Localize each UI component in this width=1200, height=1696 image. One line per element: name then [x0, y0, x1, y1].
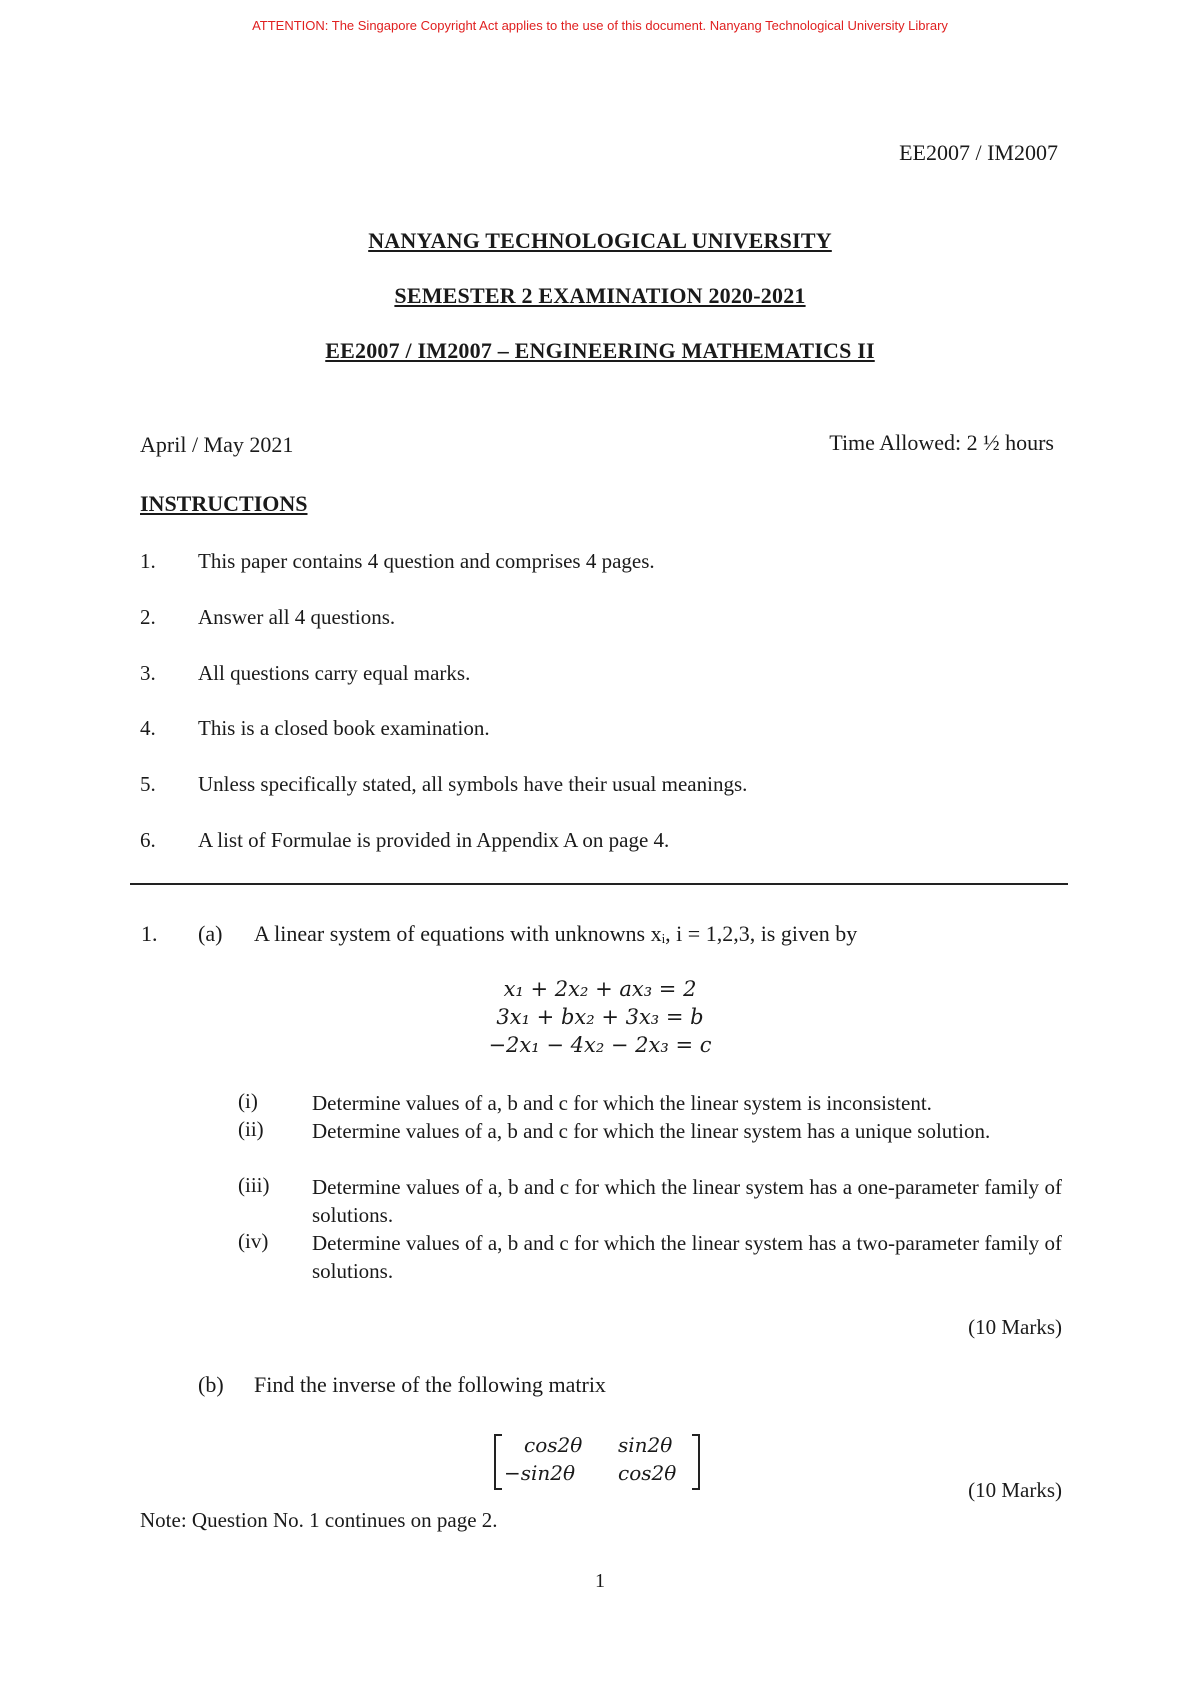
part-a-marks: (10 Marks)	[968, 1315, 1062, 1339]
instruction-item	[140, 772, 747, 797]
instruction-item	[140, 716, 490, 741]
subpart-label: (ii)	[238, 1117, 264, 1141]
instruction-item	[140, 828, 669, 853]
instruction-number: 6.	[140, 828, 156, 852]
instruction-number: 3.	[140, 661, 156, 685]
part-b-text: Find the inverse of the following matrix	[254, 1372, 606, 1397]
instructions-title: INSTRUCTIONS	[140, 491, 308, 516]
exam-title: SEMESTER 2 EXAMINATION 2020-2021	[394, 283, 806, 308]
matrix-cell: −sin2θ	[504, 1461, 576, 1485]
part-b-marks: (10 Marks)	[968, 1478, 1062, 1502]
instruction-item	[140, 661, 470, 686]
matrix-cell: cos2θ	[524, 1433, 583, 1457]
exam-date: April / May 2021	[140, 432, 294, 457]
matrix-right-bracket	[692, 1434, 700, 1490]
subpart-text: Determine values of a, b and c for which the linear system has a one-parameter family of solutions.	[312, 1175, 1062, 1227]
course-title: EE2007 / IM2007 – ENGINEERING MATHEMATICS II	[325, 338, 875, 363]
part-a-text: A linear system of equations with unknowns xᵢ, i = 1,2,3, is given by	[254, 921, 858, 946]
subpart-label: (iii)	[238, 1173, 270, 1197]
instruction-text: Answer all 4 questions.	[198, 605, 396, 629]
university-title: NANYANG TECHNOLOGICAL UNIVERSITY	[368, 228, 832, 253]
equation-1: x₁ + 2x₂ + ax₃ = 2	[503, 977, 697, 1001]
equation-3: −2x₁ − 4x₂ − 2x₃ = c	[488, 1033, 712, 1057]
question-number: 1.	[141, 921, 158, 946]
instruction-text: A list of Formulae is provided in Appendix A on page 4.	[198, 828, 670, 852]
page-number: 1	[595, 1570, 605, 1592]
subpart-text: Determine values of a, b and c for which the linear system is inconsistent.	[312, 1091, 932, 1115]
instruction-number: 4.	[140, 716, 156, 740]
subpart-text: Determine values of a, b and c for which the linear system has a unique solution.	[312, 1119, 991, 1143]
subpart-label: (iv)	[238, 1229, 269, 1253]
matrix-cell: cos2θ	[618, 1461, 677, 1485]
instruction-number: 1.	[140, 549, 156, 573]
instruction-number: 2.	[140, 605, 156, 629]
instruction-text: This paper contains 4 question and comprises 4 pages.	[198, 549, 655, 573]
continuation-note: Note: Question No. 1 continues on page 2.	[140, 1508, 498, 1532]
instruction-text: Unless specifically stated, all symbols have their usual meanings.	[198, 772, 748, 796]
instruction-item	[140, 605, 395, 630]
part-b-label: (b)	[198, 1372, 224, 1397]
subpart-text: Determine values of a, b and c for which the linear system has a two-parameter family of solutions.	[312, 1231, 1062, 1283]
time-allowed: Time Allowed: 2 ½ hours	[829, 430, 1054, 455]
matrix-cell: sin2θ	[618, 1433, 673, 1457]
divider-line	[130, 883, 1068, 885]
instruction-text: All questions carry equal marks.	[198, 661, 471, 685]
matrix-left-bracket	[494, 1434, 502, 1490]
part-a-label: (a)	[198, 921, 223, 946]
instruction-item	[140, 549, 655, 574]
equation-2: 3x₁ + bx₂ + 3x₃ = b	[496, 1005, 704, 1029]
copyright-notice: ATTENTION: The Singapore Copyright Act applies to the use of this document. Nanyang Technological University Library	[252, 18, 948, 33]
instruction-number: 5.	[140, 772, 156, 796]
instruction-text: This is a closed book examination.	[198, 716, 490, 740]
course-code: EE2007 / IM2007	[899, 140, 1058, 165]
matrix	[494, 1430, 700, 1490]
subpart-label: (i)	[238, 1089, 258, 1113]
